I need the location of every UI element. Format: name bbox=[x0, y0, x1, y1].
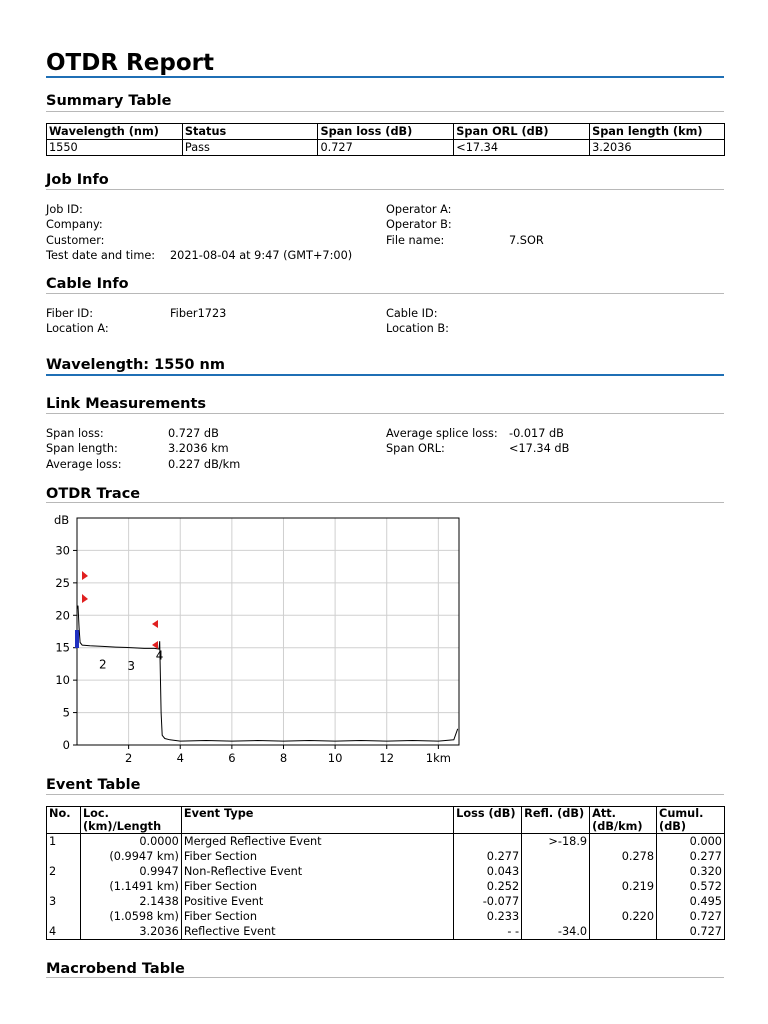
job-heading: Job Info bbox=[46, 172, 109, 188]
span-length-label: Span length: bbox=[46, 442, 118, 455]
event-refl bbox=[522, 864, 590, 879]
summary-wavelength: 1550 bbox=[47, 140, 183, 156]
event-header-cumul-line2: (dB) bbox=[659, 820, 687, 833]
event-label: 4 bbox=[155, 648, 164, 663]
y-axis-label: dB bbox=[54, 513, 70, 527]
y-tick-label: 5 bbox=[62, 705, 70, 720]
y-tick-label: 0 bbox=[62, 738, 70, 752]
event-header-row bbox=[47, 807, 725, 834]
wavelength-rule bbox=[46, 374, 724, 376]
y-axis-ticks bbox=[55, 543, 77, 752]
summary-span-orl: <17.34 bbox=[454, 140, 590, 156]
event-type: Fiber Section bbox=[181, 849, 453, 864]
event-rule bbox=[46, 794, 724, 795]
x-tick-label: 10 bbox=[327, 751, 343, 765]
y-tick-label: 30 bbox=[55, 543, 70, 558]
span-loss-label: Span loss: bbox=[46, 427, 104, 440]
summary-status: Pass bbox=[182, 140, 318, 156]
x-tick-label: 6 bbox=[228, 751, 236, 765]
summary-table bbox=[46, 123, 725, 156]
event-cumul: 0.727 bbox=[657, 924, 725, 940]
span-orl-value: <17.34 dB bbox=[509, 442, 570, 455]
fiber-id-value: Fiber1723 bbox=[170, 307, 227, 320]
x-axis-ticks bbox=[125, 745, 451, 765]
event-no bbox=[47, 849, 81, 864]
wavelength-heading: Wavelength: 1550 nm bbox=[46, 357, 225, 373]
event-header-att-line2: (dB/km) bbox=[592, 820, 643, 833]
link-heading: Link Measurements bbox=[46, 396, 207, 412]
event-no: 4 bbox=[47, 924, 81, 940]
avg-splice-loss-value: -0.017 dB bbox=[509, 427, 564, 440]
average-loss-label: Average loss: bbox=[46, 458, 122, 471]
event-no bbox=[47, 879, 81, 894]
x-tick-label: 2 bbox=[124, 751, 133, 765]
x-tick-label: 1km bbox=[425, 751, 451, 765]
event-header-no: No. bbox=[47, 807, 81, 834]
event-loss: 0.252 bbox=[454, 879, 522, 894]
operator-a-label: Operator A: bbox=[386, 203, 452, 216]
event-loss: 0.277 bbox=[454, 849, 522, 864]
event-loc: 0.9947 bbox=[80, 864, 181, 879]
customer-label: Customer: bbox=[46, 234, 105, 247]
x-tick-label: 12 bbox=[379, 751, 395, 765]
job-id-label: Job ID: bbox=[46, 203, 83, 216]
event-att bbox=[590, 894, 657, 909]
summary-span-length: 3.2036 bbox=[590, 140, 725, 156]
summary-header-span-length: Span length (km) bbox=[590, 124, 725, 140]
trace-heading: OTDR Trace bbox=[46, 486, 141, 502]
event-loc: 0.0000 bbox=[80, 834, 181, 850]
event-header-att bbox=[590, 807, 657, 834]
y-tick-label: 10 bbox=[55, 673, 70, 688]
event-cumul: 0.495 bbox=[657, 894, 725, 909]
x-tick-label: 8 bbox=[279, 751, 288, 765]
event-loc: (1.1491 km) bbox=[80, 879, 181, 894]
event-heading: Event Table bbox=[46, 777, 141, 793]
macrobend-heading: Macrobend Table bbox=[46, 961, 185, 977]
event-type: Positive Event bbox=[181, 894, 453, 909]
cable-heading: Cable Info bbox=[46, 276, 129, 292]
event-loss bbox=[454, 834, 522, 850]
test-date-value: 2021-08-04 at 9:47 (GMT+7:00) bbox=[170, 249, 353, 262]
event-loss: - - bbox=[454, 924, 522, 940]
event-header-type: Event Type bbox=[181, 807, 453, 834]
event-header-loss: Loss (dB) bbox=[454, 807, 522, 834]
event-no: 3 bbox=[47, 894, 81, 909]
chart-grid bbox=[77, 518, 459, 745]
event-header-loc bbox=[80, 807, 181, 834]
event-loss: -0.077 bbox=[454, 894, 522, 909]
event-header-loc-line1: Loc. bbox=[82, 807, 109, 820]
marker-arrow-2 bbox=[82, 594, 88, 603]
event-loss: 0.043 bbox=[454, 864, 522, 879]
macrobend-rule bbox=[46, 977, 724, 978]
event-att bbox=[590, 924, 657, 940]
event-label: 2 bbox=[98, 657, 107, 672]
event-cumul: 0.320 bbox=[657, 864, 725, 879]
event-cumul: 0.277 bbox=[657, 849, 725, 864]
launch-marker bbox=[75, 630, 79, 648]
event-cumul: 0.000 bbox=[657, 834, 725, 850]
summary-header-status: Status bbox=[182, 124, 318, 140]
report-title: OTDR Report bbox=[46, 50, 214, 76]
event-header-att-line1: Att. bbox=[592, 807, 616, 820]
file-name-label: File name: bbox=[386, 234, 445, 247]
location-b-label: Location B: bbox=[386, 322, 449, 335]
link-rule bbox=[46, 413, 724, 414]
trace-rule bbox=[46, 502, 724, 503]
event-att bbox=[590, 864, 657, 879]
job-rule bbox=[46, 189, 724, 190]
marker-arrow-1 bbox=[82, 571, 88, 580]
summary-rule bbox=[46, 111, 724, 112]
event-loc: (0.9947 km) bbox=[80, 849, 181, 864]
summary-header-wavelength: Wavelength (nm) bbox=[47, 124, 183, 140]
event-att bbox=[590, 834, 657, 850]
summary-header-span-loss: Span loss (dB) bbox=[318, 124, 454, 140]
event-label: 3 bbox=[127, 658, 136, 673]
x-tick-label: 4 bbox=[176, 751, 184, 765]
table-row bbox=[47, 894, 725, 909]
table-row bbox=[47, 879, 725, 894]
title-rule bbox=[46, 76, 724, 78]
event-type: Reflective Event bbox=[181, 924, 453, 940]
event-att: 0.278 bbox=[590, 849, 657, 864]
event-loc: 2.1438 bbox=[80, 894, 181, 909]
event-no bbox=[47, 909, 81, 924]
event-loc: (1.0598 km) bbox=[80, 909, 181, 924]
span-length-value: 3.2036 km bbox=[168, 442, 229, 455]
average-loss-value: 0.227 dB/km bbox=[168, 458, 241, 471]
event-header-cumul bbox=[657, 807, 725, 834]
summary-header-span-orl: Span ORL (dB) bbox=[454, 124, 590, 140]
span-orl-label: Span ORL: bbox=[386, 442, 445, 455]
otdr-trace-chart bbox=[40, 508, 470, 770]
fiber-id-label: Fiber ID: bbox=[46, 307, 94, 320]
table-row bbox=[47, 849, 725, 864]
event-att: 0.220 bbox=[590, 909, 657, 924]
summary-data-row bbox=[47, 140, 725, 156]
event-refl bbox=[522, 879, 590, 894]
event-cumul: 0.727 bbox=[657, 909, 725, 924]
location-a-label: Location A: bbox=[46, 322, 109, 335]
event-refl bbox=[522, 909, 590, 924]
operator-b-label: Operator B: bbox=[386, 218, 452, 231]
event-loss: 0.233 bbox=[454, 909, 522, 924]
event-refl bbox=[522, 849, 590, 864]
event-header-cumul-line1: Cumul. bbox=[659, 807, 704, 820]
y-tick-label: 20 bbox=[55, 608, 70, 623]
event-no: 1 bbox=[47, 834, 81, 850]
event-header-loc-line2: (km)/Length bbox=[82, 820, 162, 833]
event-refl: >-18.9 bbox=[522, 834, 590, 850]
y-tick-label: 25 bbox=[55, 575, 70, 590]
cable-rule bbox=[46, 293, 724, 294]
plot-frame bbox=[77, 518, 459, 745]
event-refl: -34.0 bbox=[522, 924, 590, 940]
event-labels bbox=[99, 648, 163, 672]
table-row bbox=[47, 834, 725, 850]
table-row bbox=[47, 924, 725, 940]
event-header-refl: Refl. (dB) bbox=[522, 807, 590, 834]
span-loss-value: 0.727 dB bbox=[168, 427, 219, 440]
event-type: Non-Reflective Event bbox=[181, 864, 453, 879]
event-table bbox=[46, 806, 725, 940]
table-row bbox=[47, 864, 725, 879]
summary-header-row bbox=[47, 124, 725, 140]
event-type: Merged Reflective Event bbox=[181, 834, 453, 850]
summary-heading: Summary Table bbox=[46, 93, 172, 109]
event-att: 0.219 bbox=[590, 879, 657, 894]
table-row bbox=[47, 909, 725, 924]
y-tick-label: 15 bbox=[55, 640, 70, 655]
trace-line bbox=[77, 606, 458, 742]
event-loc: 3.2036 bbox=[80, 924, 181, 940]
event-type: Fiber Section bbox=[181, 909, 453, 924]
event-no: 2 bbox=[47, 864, 81, 879]
event-type: Fiber Section bbox=[181, 879, 453, 894]
file-name-value: 7.SOR bbox=[509, 234, 544, 247]
test-date-label: Test date and time: bbox=[46, 249, 156, 262]
event-cumul: 0.572 bbox=[657, 879, 725, 894]
cable-id-label: Cable ID: bbox=[386, 307, 438, 320]
event-refl bbox=[522, 894, 590, 909]
avg-splice-loss-label: Average splice loss: bbox=[386, 427, 498, 440]
summary-span-loss: 0.727 bbox=[318, 140, 454, 156]
marker-arrow-3 bbox=[152, 620, 158, 628]
company-label: Company: bbox=[46, 218, 103, 231]
